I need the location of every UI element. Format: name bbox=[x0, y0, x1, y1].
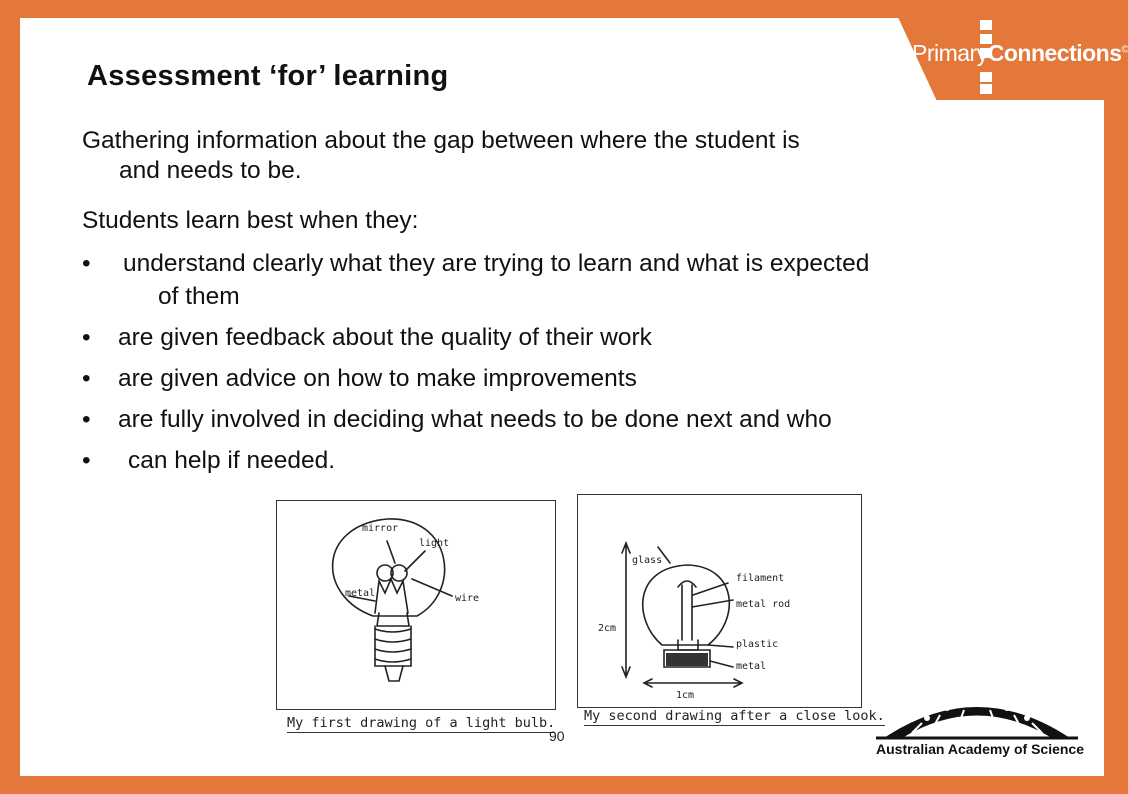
bullet-dot: • bbox=[82, 447, 91, 474]
bullet-dot: • bbox=[82, 406, 91, 433]
bullet-text: are given advice on how to make improvements bbox=[118, 365, 637, 392]
first-light-bulb-drawing bbox=[276, 500, 556, 710]
drawing-label: metal rod bbox=[736, 599, 791, 610]
drawing-label: 2cm bbox=[598, 623, 617, 634]
brand-light: Primary bbox=[912, 40, 988, 66]
brand-bold: Connections bbox=[987, 40, 1122, 66]
drawing-label: 1cm bbox=[676, 690, 695, 701]
bullet-text: can help if needed. bbox=[128, 447, 336, 474]
brand-copyright: © bbox=[1121, 44, 1128, 56]
academy-name: Australian Academy of Science bbox=[876, 741, 1085, 757]
academy-dome-logo-icon bbox=[872, 688, 1085, 770]
light-bulb-sketch-2-icon bbox=[578, 495, 860, 706]
bullet-dot: • bbox=[82, 324, 91, 351]
drawing-label: metal bbox=[345, 588, 376, 599]
drawing-label: wire bbox=[455, 593, 480, 604]
lead-sentence: Students learn best when they: bbox=[82, 207, 419, 234]
second-light-bulb-drawing bbox=[577, 494, 862, 708]
second-drawing-caption: My second drawing after a close look. bbox=[584, 708, 885, 724]
drawing-label: filament bbox=[736, 573, 785, 584]
first-drawing-caption: My first drawing of a light bulb. bbox=[287, 715, 556, 731]
drawing-label: light bbox=[419, 538, 450, 549]
drawing-label: metal bbox=[736, 661, 767, 672]
intro-line-2: and needs to be. bbox=[119, 157, 302, 184]
page-number: 90 bbox=[549, 728, 565, 744]
bullet-text: are given feedback about the quality of their work bbox=[118, 324, 652, 351]
primary-connections-logo bbox=[912, 40, 1128, 70]
drawing-label: glass bbox=[632, 555, 663, 566]
bullet-dot: • bbox=[82, 250, 91, 277]
bullet-dot: • bbox=[82, 365, 91, 392]
bullet-text: understand clearly what they are trying to learn and what is expected bbox=[123, 250, 870, 277]
drawing-label: mirror bbox=[362, 523, 399, 534]
drawing-label: plastic bbox=[736, 639, 779, 650]
light-bulb-sketch-1-icon bbox=[277, 501, 554, 708]
intro-paragraph bbox=[82, 126, 1022, 186]
intro-line-1: Gathering information about the gap between where the student is bbox=[82, 127, 800, 154]
bullet-text: are fully involved in deciding what needs to be done next and who bbox=[118, 406, 832, 433]
slide-title: Assessment ‘for’ learning bbox=[87, 60, 449, 92]
bullet-text-continued: of them bbox=[158, 283, 240, 310]
